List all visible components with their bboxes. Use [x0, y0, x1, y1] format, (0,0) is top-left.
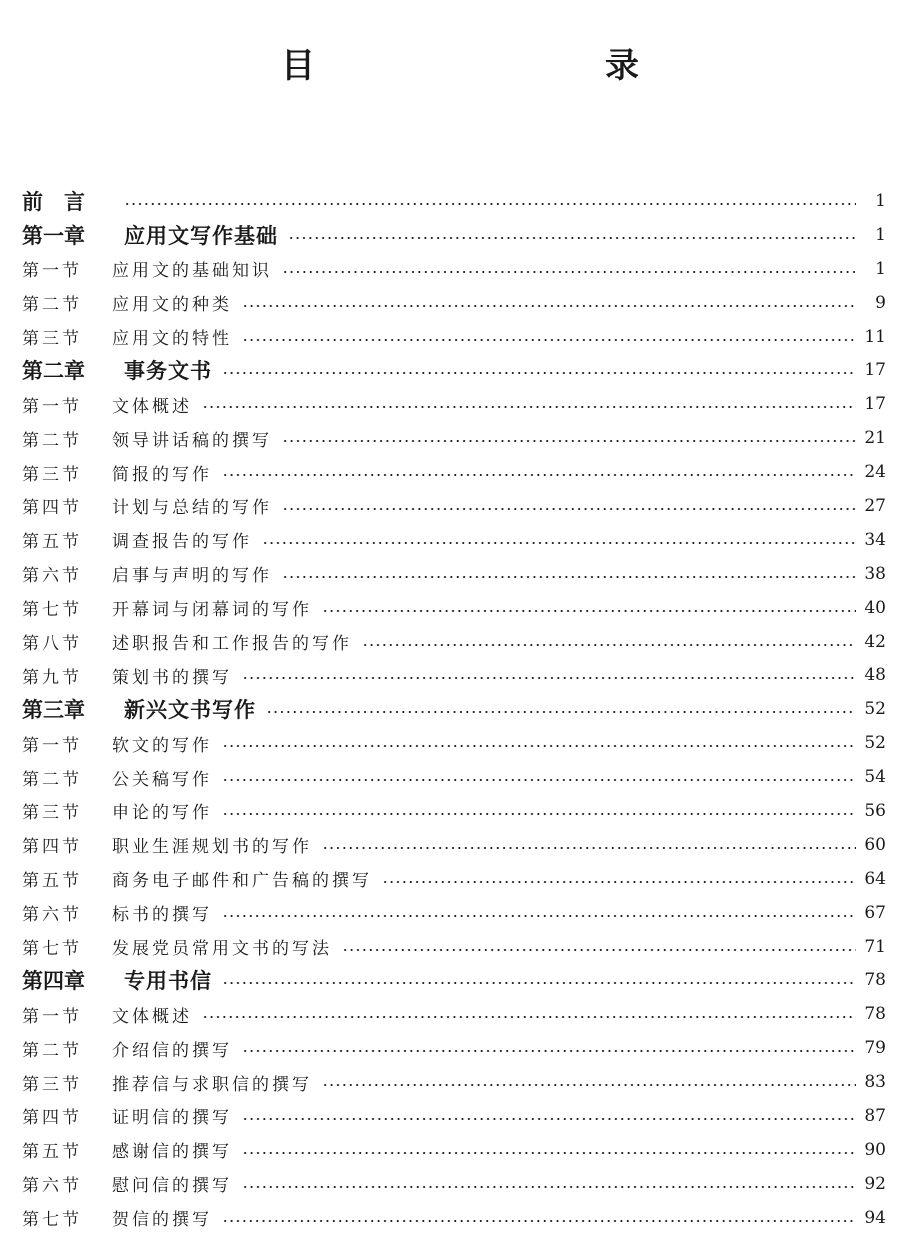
dot-leader: [242, 339, 856, 341]
toc-entry-label: 第二节: [22, 769, 82, 790]
dot-leader: [222, 1220, 856, 1222]
toc-entry-title: 推荐信与求职信的撰写: [112, 1074, 312, 1095]
toc-section-entry: [22, 930, 886, 964]
toc-section-entry: [22, 591, 886, 625]
toc-section-entry: [22, 1133, 886, 1167]
toc-section-entry: [22, 1167, 886, 1201]
toc-page-number: 78: [864, 1004, 886, 1025]
toc-section-entry: [22, 252, 886, 286]
toc-section-entry: [22, 1099, 886, 1133]
toc-entry-label: 第五节: [22, 532, 82, 553]
toc-entry-label: 第二节: [22, 295, 82, 316]
dot-leader: [222, 982, 856, 984]
toc-entry-label: 第七节: [22, 1210, 82, 1231]
toc-entry-title: 申论的写作: [112, 803, 212, 824]
toc-section-entry: [22, 523, 886, 557]
dot-leader: [382, 881, 856, 883]
toc-page-number: 40: [864, 597, 886, 618]
dot-leader: [242, 677, 856, 679]
table-of-contents: [22, 184, 886, 1235]
dot-leader: [282, 440, 856, 442]
toc-entry-label: 第一节: [22, 396, 82, 417]
toc-section-entry: [22, 760, 886, 794]
toc-entry-title: 启事与声明的写作: [112, 566, 272, 587]
toc-preface-entry: [22, 184, 886, 218]
toc-entry-label: 第一章: [22, 222, 85, 248]
toc-page-number: 27: [864, 495, 886, 516]
toc-page-number: 94: [864, 1207, 886, 1228]
dot-leader: [266, 711, 856, 713]
toc-page-number: 87: [864, 1105, 886, 1126]
toc-entry-label: 第三节: [22, 1074, 82, 1095]
toc-section-entry: [22, 1065, 886, 1099]
toc-page-number: 64: [864, 868, 886, 889]
toc-chapter-entry: [22, 218, 886, 252]
toc-section-entry: [22, 557, 886, 591]
toc-entry-title: 介绍信的撰写: [112, 1040, 232, 1061]
toc-section-entry: [22, 1031, 886, 1065]
toc-page-number: 9: [875, 292, 886, 313]
toc-entry-label: 第九节: [22, 667, 82, 688]
toc-page-number: 1: [875, 190, 886, 211]
toc-entry-label: 第二章: [22, 358, 85, 384]
toc-page-number: 38: [864, 563, 886, 584]
toc-entry-title: 感谢信的撰写: [112, 1142, 232, 1163]
toc-page-number: 54: [864, 767, 886, 788]
dot-leader: [242, 1186, 856, 1188]
toc-section-entry: [22, 1201, 886, 1235]
toc-entry-title: 贺信的撰写: [112, 1210, 212, 1231]
toc-entry-title: 发展党员常用文书的写法: [112, 939, 332, 960]
toc-entry-title: 计划与总结的写作: [112, 498, 272, 519]
dot-leader: [222, 915, 856, 917]
toc-entry-title: 应用文的种类: [112, 295, 232, 316]
toc-page-number: 78: [864, 970, 886, 991]
dot-leader: [322, 1084, 856, 1086]
toc-section-entry: [22, 794, 886, 828]
toc-page-number: 52: [864, 733, 886, 754]
toc-entry-title: 软文的写作: [112, 735, 212, 756]
toc-entry-title: 应用文写作基础: [124, 222, 278, 248]
dot-leader: [124, 203, 856, 205]
toc-section-entry: [22, 387, 886, 421]
toc-entry-label: 第四节: [22, 498, 82, 519]
toc-section-entry: [22, 828, 886, 862]
toc-page-number: 1: [875, 224, 886, 245]
toc-section-entry: [22, 726, 886, 760]
dot-leader: [202, 406, 856, 408]
toc-entry-title: 领导讲话稿的撰写: [112, 430, 272, 451]
toc-page-number: 56: [864, 800, 886, 821]
toc-chapter-entry: [22, 963, 886, 997]
toc-entry-label: 第四章: [22, 968, 85, 994]
toc-page-number: 1: [875, 258, 886, 279]
dot-leader: [288, 237, 856, 239]
toc-entry-label: 第四节: [22, 1108, 82, 1129]
dot-leader: [282, 271, 856, 273]
toc-page-number: 34: [864, 529, 886, 550]
toc-entry-label: 第六节: [22, 1176, 82, 1197]
toc-entry-label: 第一节: [22, 735, 82, 756]
toc-section-entry: [22, 862, 886, 896]
dot-leader: [242, 305, 856, 307]
toc-entry-title: 文体概述: [112, 396, 192, 417]
toc-page-number: 52: [864, 699, 886, 720]
toc-entry-label: 第七节: [22, 939, 82, 960]
toc-entry-title: 开幕词与闭幕词的写作: [112, 600, 312, 621]
toc-page-number: 90: [864, 1139, 886, 1160]
toc-entry-title: 新兴文书写作: [124, 697, 256, 723]
toc-section-entry: [22, 896, 886, 930]
toc-entry-title: 专用书信: [124, 968, 212, 994]
dot-leader: [342, 949, 856, 951]
toc-page-number: 42: [864, 631, 886, 652]
toc-page-number: 79: [864, 1038, 886, 1059]
toc-page-number: 83: [864, 1072, 886, 1093]
dot-leader: [322, 610, 856, 612]
toc-section-entry: [22, 625, 886, 659]
toc-entry-title: 应用文的特性: [112, 329, 232, 349]
toc-page-number: 92: [864, 1173, 886, 1194]
toc-page-number: 24: [864, 462, 886, 483]
toc-section-entry: [22, 455, 886, 489]
toc-entry-label: 第三节: [22, 464, 82, 485]
toc-page-number: 21: [864, 428, 886, 449]
toc-entry-label: 第五节: [22, 871, 82, 892]
dot-leader: [282, 508, 856, 510]
toc-entry-label: 第六节: [22, 566, 82, 587]
toc-entry-label: 第一节: [22, 1006, 82, 1027]
toc-page-number: 48: [864, 665, 886, 686]
dot-leader: [222, 745, 856, 747]
toc-entry-title: 调查报告的写作: [112, 532, 252, 553]
dot-leader: [222, 779, 856, 781]
toc-entry-title: 公关稿写作: [112, 769, 212, 790]
toc-page-number: 17: [864, 394, 886, 415]
toc-entry-title: 职业生涯规划书的写作: [112, 837, 312, 858]
toc-entry-title: 事务文书: [124, 358, 212, 384]
toc-entry-title: 文体概述: [112, 1006, 192, 1027]
toc-entry-title: 慰问信的撰写: [112, 1176, 232, 1197]
dot-leader: [242, 1118, 856, 1120]
toc-entry-label: 第七节: [22, 600, 82, 621]
toc-entry-title: 标书的撰写: [112, 905, 212, 926]
toc-section-entry: [22, 997, 886, 1031]
toc-chapter-entry: [22, 692, 886, 726]
toc-entry-title: 商务电子邮件和广告稿的撰写: [112, 871, 372, 892]
toc-page-number: 60: [864, 834, 886, 855]
toc-page-number: 71: [864, 936, 886, 957]
dot-leader: [222, 474, 856, 476]
toc-entry-label: 第三节: [22, 329, 82, 349]
toc-entry-label: 第八节: [22, 634, 82, 655]
toc-page-number: 11: [864, 326, 886, 347]
toc-entry-title: 简报的写作: [112, 464, 212, 485]
toc-entry-title: 述职报告和工作报告的写作: [112, 634, 352, 655]
toc-entry-title: 应用文的基础知识: [112, 261, 272, 282]
page-title: 目 录: [281, 46, 713, 86]
toc-entry-label: 第一节: [22, 261, 82, 282]
dot-leader: [282, 576, 856, 578]
dot-leader: [262, 542, 856, 544]
toc-page-number: 17: [864, 360, 886, 381]
toc-entry-label: 第二节: [22, 1040, 82, 1061]
toc-entry-label: 第三节: [22, 803, 82, 824]
dot-leader: [202, 1016, 856, 1018]
toc-entry-title: 证明信的撰写: [112, 1108, 232, 1129]
toc-section-entry: [22, 658, 886, 692]
dot-leader: [242, 1152, 856, 1154]
toc-section-entry: [22, 286, 886, 320]
toc-entry-title: 策划书的撰写: [112, 667, 232, 688]
toc-chapter-entry: [22, 353, 886, 387]
toc-section-entry: [22, 421, 886, 455]
toc-entry-label: 前 言: [22, 188, 85, 214]
toc-entry-label: 第六节: [22, 905, 82, 926]
toc-entry-label: 第四节: [22, 837, 82, 858]
dot-leader: [222, 372, 856, 374]
dot-leader: [362, 644, 856, 646]
dot-leader: [322, 847, 856, 849]
dot-leader: [242, 1050, 856, 1052]
toc-page-number: 67: [864, 902, 886, 923]
toc-section-entry: [22, 489, 886, 523]
toc-section-entry: [22, 320, 886, 354]
dot-leader: [222, 813, 856, 815]
toc-entry-label: 第五节: [22, 1142, 82, 1163]
toc-entry-label: 第三章: [22, 697, 85, 723]
toc-entry-label: 第二节: [22, 430, 82, 451]
